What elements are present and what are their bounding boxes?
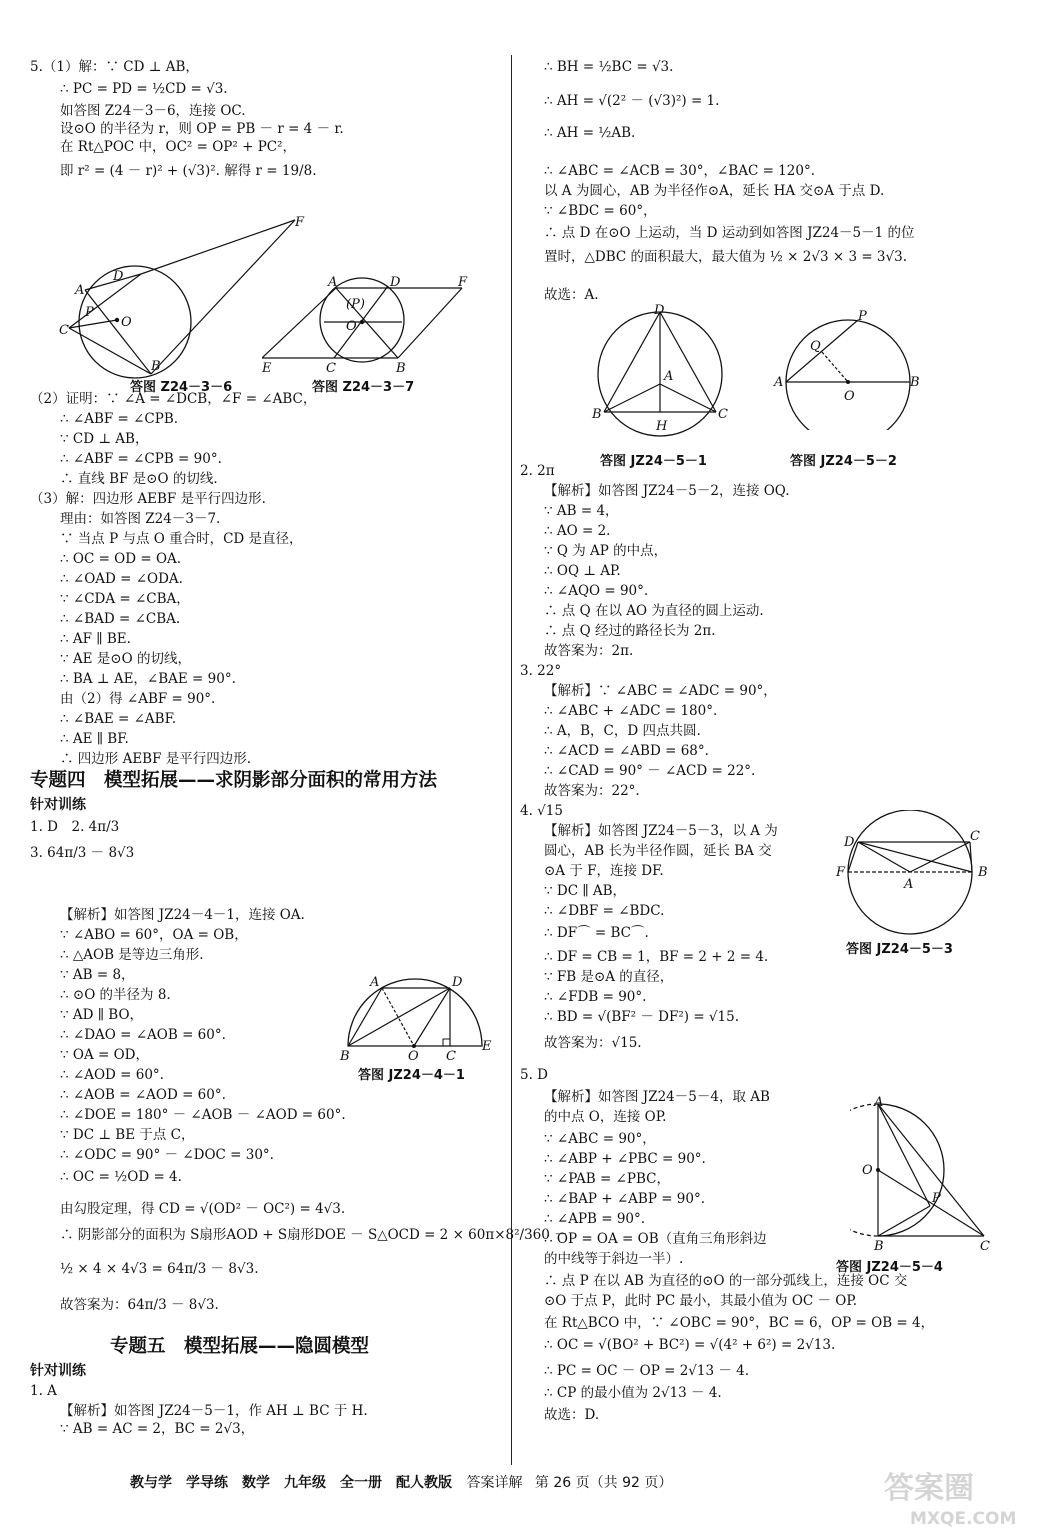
text-line: 5. D [520,1067,548,1083]
text-line: ∴ ∠BAD = ∠CBA. [60,611,181,627]
text-line: ∴ CP 的最小值为 2√13 － 4. [544,1385,722,1401]
text-line: ∵ FB 是⊙A 的直径， [544,969,674,985]
svg-text:H: H [656,419,668,434]
svg-text:C: C [59,323,69,338]
text-line: ∴ AH = √(2² － (√3)²) = 1. [544,93,720,109]
subsection-heading: 针对训练 [30,1363,86,1379]
text-line: ∵ AB = 4， [544,503,619,519]
text-line: ∴ BH = ½BC = √3. [544,59,674,75]
svg-text:C: C [970,829,980,844]
text-line: ∴ OQ ⊥ AP. [544,563,621,579]
text-line: 以 A 为圆心，AB 为半径作⊙A，延长 HA 交⊙A 于点 D. [544,183,885,199]
text-line: ∴ △AOB 是等边三角形. [60,947,204,963]
text-line: ∴ ∠AOB = ∠AOD = 60°. [60,1087,226,1103]
text-line: ∴ ∠AOD = 60°. [60,1067,164,1083]
text-line: ∴ AO = 2. [544,523,611,539]
text-line: （3）解：四边形 AEBF 是平行四边形. [30,491,266,507]
figure-jz24-4-1 [338,974,498,1062]
footer-section: 答案详解 [466,1475,523,1491]
text-line: ∵ AB = 8， [60,967,135,983]
text-line: （2）证明：∵ ∠A = ∠DCB，∠F = ∠ABC， [30,391,317,407]
svg-text:O: O [408,1049,419,1062]
page-footer [130,1472,990,1492]
text-line: 置时，△DBC 的面积最大，最大值为 ½ × 2√3 × 3 = 3√3. [544,249,907,265]
text-line: 3. 64π/3 － 8√3 [30,845,135,861]
footer-page: 第 26 页（共 92 页） [534,1475,673,1491]
text-line: ∴ OC = OD = OA. [60,551,182,567]
text-line: ⊙A 于 F，连接 DF. [544,863,664,879]
text-line: ∴ 点 D 在⊙O 上运动，当 D 运动到如答图 JZ24－5－1 的位 [544,225,915,241]
caption-jz24-5-1: 答图 JZ24－5－1 [600,454,707,469]
text-line: ∴ ∠DBF = ∠BDC. [544,903,665,919]
figure-jz24-5-2 [772,310,922,430]
text-line: ∴ ∠OAD = ∠ODA. [60,571,183,587]
text-line: 如答图 Z24－3－6，连接 OC. [60,103,246,119]
text-line: 故答案为：2π. [544,643,634,659]
svg-text:F: F [295,215,305,230]
text-line: ∴ 直线 BF 是⊙O 的切线. [60,471,218,487]
text-line: ∴ ∠BAE = ∠ABF. [60,711,177,727]
svg-text:E: E [262,361,272,376]
text-line: 设⊙O 的半径为 r，则 OP = PB － r = 4 － r. [60,121,344,137]
text-line: ∴ ∠ABP + ∠PBC = 90°. [544,1151,706,1167]
text-line: ∵ ∠BDC = 60°， [544,203,657,219]
text-line: ∴ A，B，C，D 四点共圆. [544,723,701,739]
text-line: ∵ 当点 P 与点 O 重合时，CD 是直径， [60,531,303,547]
text-line: ∴ DF = CB = 1，BF = 2 + 2 = 4. [544,949,769,965]
text-line: ∴ ∠ABC + ∠ADC = 180°. [544,703,718,719]
svg-text:D: D [844,835,855,850]
text-line: ∵ ∠CDA = ∠CBA， [60,591,190,607]
figure-jz24-5-4 [850,1096,1000,1256]
text-line: 理由：如答图 Z24－3－7. [60,511,221,527]
caption-jz24-4-1: 答图 JZ24－4－1 [358,1068,465,1083]
text-line: ∵ OA = OD， [60,1047,149,1063]
svg-text:B: B [592,407,602,422]
svg-text:A: A [370,975,380,990]
text-line: 【解析】∵ ∠ABC = ∠ADC = 90°， [544,683,777,699]
svg-text:P: P [858,310,867,324]
text-line: ∵ AD ∥ BO， [60,1007,144,1023]
text-line: 由勾股定理，得 CD = √(OD² － OC²) = 4√3. [60,1201,346,1217]
svg-text:B: B [396,361,406,376]
text-line: 1. D 2. 4π/3 [30,819,120,835]
text-line: 【解析】如答图 JZ24－5－1，作 AH ⊥ BC 于 H. [60,1403,368,1419]
svg-text:C: C [446,1049,456,1062]
text-line: ∴ ∠DOE = 180° － ∠AOB － ∠AOD = 60°. [60,1107,346,1123]
text-line: ∴ OC = ½OD = 4. [60,1169,182,1185]
text-line: ∵ CD ⊥ AB， [60,431,149,447]
text-line: ∵ DC ∥ AB， [544,883,627,899]
text-line: ∴ AH = ½AB. [544,125,636,141]
svg-text:B: B [978,865,988,880]
text-line: 故答案为：√15. [544,1035,642,1051]
text-line: 故答案为：64π/3 － 8√3. [60,1297,219,1313]
text-line: ∴ ∠BAP + ∠ABP = 90°. [544,1191,706,1207]
text-line: 圆心，AB 长为半径作圆，延长 BA 交 [544,843,772,859]
text-line: 3. 22° [520,663,562,679]
text-line: ∴ ∠AQO = 90°. [544,583,649,599]
text-line: ½ × 4 × 4√3 = 64π/3 － 8√3. [60,1261,259,1277]
section-heading: 专题四 模型拓展——求阴影部分面积的常用方法 [30,770,438,791]
svg-text:F: F [836,865,846,880]
text-line: ∴ 点 Q 在以 AO 为直径的圆上运动. [544,603,764,619]
svg-text:B: B [910,375,920,390]
column-divider [511,55,512,1465]
text-line: 5.（1）解：∵ CD ⊥ AB， [30,59,199,75]
svg-text:MXQE.COM: MXQE.COM [910,1509,1017,1529]
text-line: ∵ AB = AC = 2，BC = 2√3， [60,1421,255,1437]
text-line: 在 Rt△BCO 中，∵ ∠OBC = 90°，BC = 6，OP = OB = 4， [544,1315,935,1331]
svg-text:B: B [340,1049,350,1062]
text-line: ∴ 点 P 在以 AB 为直径的⊙O 的一部分弧线上，连接 OC 交 [544,1273,908,1289]
svg-text:D: D [654,303,665,318]
svg-text:答案圈: 答案圈 [884,1471,974,1506]
svg-text:D: D [113,269,124,284]
figure-z24-3-7 [262,272,482,377]
text-line: ∵ DC ⊥ BE 于点 C， [60,1127,195,1143]
text-line: 的中线等于斜边一半）. [544,1251,684,1267]
text-line: ∴ OC = √(BO² + BC²) = √(4² + 6²) = 2√13. [544,1337,836,1353]
text-line: ∵ AE 是⊙O 的切线， [60,651,191,667]
text-line: 4. √15 [520,803,563,819]
svg-text:O: O [862,1163,873,1178]
svg-text:A: A [328,275,338,290]
text-line: ⊙O 于点 P，此时 PC 最小，其最小值为 OC － OP. [544,1293,858,1309]
svg-text:A: A [904,877,914,892]
text-line: ∴ ∠FDB = 90°. [544,989,647,1005]
subsection-heading: 针对训练 [30,797,86,813]
text-line: ∴ AE ∥ BF. [60,731,129,747]
text-line: ∵ ∠PAB = ∠PBC， [544,1171,670,1187]
text-line: 由（2）得 ∠ABF = 90°. [60,691,216,707]
text-line: ∴ 阴影部分的面积为 S扇形AOD + S扇形DOE － S△OCD = 2 × 60π×8²/360 － [60,1227,568,1243]
svg-text:Q: Q [810,339,821,354]
figure-jz24-5-3 [834,810,994,940]
svg-text:F: F [458,275,468,290]
text-line: ∴ 点 Q 经过的路径长为 2π. [544,623,716,639]
text-line: ∴ ∠ABF = ∠CPB = 90°. [60,451,222,467]
svg-text:C: C [718,407,728,422]
svg-text:B: B [151,359,161,374]
svg-text:E: E [482,1039,492,1054]
text-line: 1. A [30,1383,57,1399]
svg-text:P: P [932,1191,941,1206]
text-line: ∴ BA ⊥ AE，∠BAE = 90°. [60,671,236,687]
text-line: ∴ OP = OA = OB（直角三角形斜边 [544,1231,767,1247]
text-line: ∴ DF⌒ = BC⌒. [544,925,649,941]
svg-text:A: A [774,375,784,390]
watermark-logo [880,1464,1030,1530]
text-line: 故选：D. [544,1407,600,1423]
text-line: 2. 2π [520,463,555,479]
text-line: ∴ BD = √(BF² － DF²) = √15. [544,1009,740,1025]
svg-text:O: O [346,319,357,334]
text-line: 【解析】如答图 JZ24－5－4，取 AB [544,1089,770,1105]
text-line: ∴ AF ∥ BE. [60,631,131,647]
svg-text:D: D [452,975,463,990]
section-heading: 专题五 模型拓展——隐圆模型 [110,1336,370,1357]
text-line: ∴ ∠ABF = ∠CPB. [60,411,179,427]
svg-text:B: B [874,1239,884,1254]
text-line: 故选：A. [544,287,599,303]
text-line: 【解析】如答图 JZ24－5－2，连接 OQ. [544,483,790,499]
text-line: 在 Rt△POC 中，OC² = OP² + PC²， [60,139,297,155]
caption-jz24-5-3: 答图 JZ24－5－3 [846,942,953,957]
text-line: ∵ ∠ABC = 90°， [544,1131,656,1147]
svg-text:D: D [390,275,401,290]
text-line: ∴ ∠CAD = 90° － ∠ACD = 22°. [544,763,756,779]
text-line: ∴ PC = PD = ½CD = √3. [60,81,228,97]
footer-book: 教与学 学导练 数学 九年级 全一册 配人教版 [130,1475,452,1491]
figure-jz24-5-1 [588,300,738,440]
text-line: ∴ ⊙O 的半径为 8. [60,987,171,1003]
caption-jz24-5-2: 答图 JZ24－5－2 [790,454,897,469]
text-line: ∴ 四边形 AEBF 是平行四边形. [60,751,252,767]
text-line: 即 r² = (4 － r)² + (√3)². 解得 r = 19/8. [60,163,317,179]
text-line: ∴ ∠DAO = ∠AOB = 60°. [60,1027,226,1043]
svg-text:C: C [980,1239,990,1254]
svg-text:A: A [75,283,85,298]
text-line: 的中点 O，连接 OP. [544,1109,667,1125]
caption-jz24-5-4: 答图 JZ24－5－4 [836,1260,943,1275]
svg-text:A: A [874,1096,884,1110]
caption-z24-3-7: 答图 Z24－3－7 [312,380,415,395]
svg-text:O: O [121,315,132,330]
svg-text:C: C [326,361,336,376]
text-line: ∴ ∠ODC = 90° － ∠DOC = 30°. [60,1147,274,1163]
text-line: ∵ Q 为 AP 的中点， [544,543,668,559]
text-line: ∴ ∠APB = 90°. [544,1211,646,1227]
svg-text:P: P [85,305,94,320]
svg-text:(P): (P) [346,297,365,312]
svg-text:A: A [664,369,674,384]
text-line: 故答案为：22°. [544,783,640,799]
text-line: ∴ ∠ABC = ∠ACB = 30°，∠BAC = 120°. [544,163,815,179]
text-line: 【解析】如答图 JZ24－5－3，以 A 为 [544,823,778,839]
caption-z24-3-6: 答图 Z24－3－6 [130,380,233,395]
text-line: ∴ ∠ACD = ∠ABD = 68°. [544,743,709,759]
svg-text:O: O [844,389,855,404]
text-line: ∴ PC = OC － OP = 2√13 － 4. [544,1363,750,1379]
text-line: ∵ ∠ABO = 60°，OA = OB， [60,927,248,943]
text-line: 【解析】如答图 JZ24－4－1，连接 OA. [60,907,305,923]
